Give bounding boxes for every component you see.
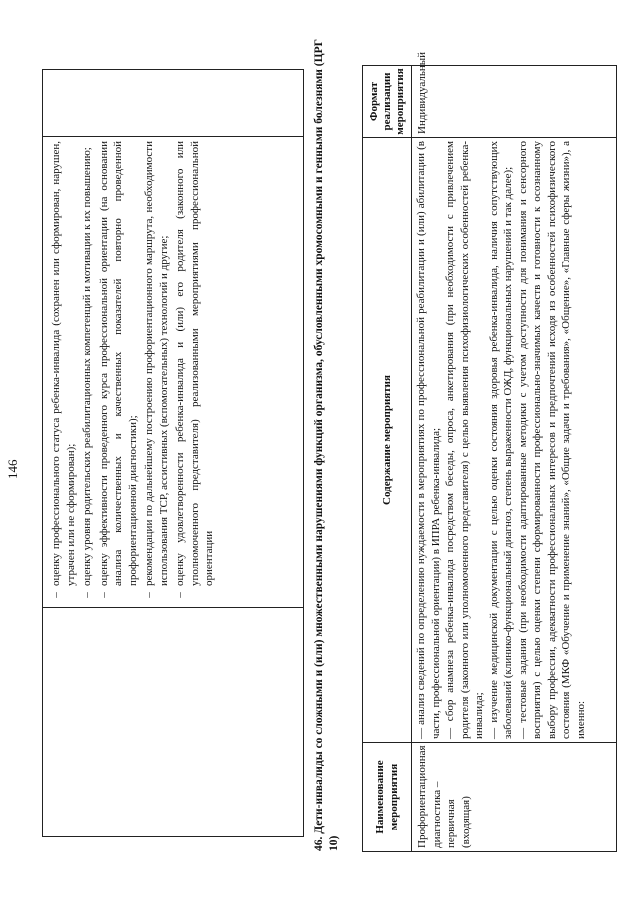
bullet-dash: – xyxy=(81,592,93,598)
list-item-text: оценку уровня родительских реабилитационных компетенций и мотивации к их повышению; xyxy=(81,147,93,586)
header-divider xyxy=(411,66,412,851)
column-divider xyxy=(363,137,616,138)
bullet-dash: – xyxy=(143,592,155,598)
column-divider xyxy=(43,136,303,137)
row-name: Профориентационная диагностика – первичная (входящая) xyxy=(416,745,472,848)
list-item-text: оценку эффективности проведенного курса профессиональной ориентации (на основании анализа количественных и качественных показателей повторно проведенной профориентационной диагностики); xyxy=(97,141,139,586)
content-paragraph: — сбор анамнеза ребенка-инвалида посредством беседы, опроса, анкетирования (при необходимости с привлечением родителя (законного или уполномоченного представителя) с целью выявления психофизиологических особенностей ребенка-инвалида; xyxy=(444,141,485,739)
column-divider xyxy=(363,742,616,743)
column-divider xyxy=(43,607,303,608)
header-content: Содержание мероприятия xyxy=(380,375,393,505)
bullet-dash: – xyxy=(50,592,62,598)
list-item-text: рекомендации по дальнейшему построению профориентационного маршрута, необходимости использования ТСР, ассистивных (вспомогательных) технологий и другие; xyxy=(143,141,170,586)
list-item xyxy=(80,141,95,604)
list-item xyxy=(97,141,141,604)
header-name: Наименование мероприятия xyxy=(373,760,400,834)
row-format: Индивидуальный xyxy=(416,52,428,134)
header-format: Формат реализации мероприятия xyxy=(367,68,406,135)
bullet-dash: – xyxy=(97,592,110,598)
row-content xyxy=(414,141,588,739)
bullet-dash: – xyxy=(174,592,186,598)
page-number: 146 xyxy=(5,459,20,479)
list-item xyxy=(49,141,78,604)
content-paragraph: — тестовые задания (при необходимости адаптированные методики с учетом доступности для понимания и сенсорного восприятия) с целью оценки степени сформированности профессионально-значимых качеств и готовности к осознанному выбору профессии, адекватности профессиональных интересов и предпочтений исходя из особенностей психофизического состояния (МКФ «Обучение и применение знаний», «Общие задачи и требования», «Общение», «Главные сферы жизни»), а именно: xyxy=(516,141,587,739)
content-paragraph: — анализ сведений по определению нуждаемости в мероприятиях по профессиональной реабилитации и (или) абилитации (в части, профессиональной ориентации) в ИПРА ребенка-инвалида; xyxy=(415,141,442,739)
continuation-table xyxy=(42,69,304,837)
list-item xyxy=(173,141,217,604)
measures-table xyxy=(362,52,617,852)
list-item-text: оценку удовлетворенности ребенка-инвалида и (или) его родителя (законного или уполномоченного представителя) реализованными мероприятиями профессиональной ориентации xyxy=(174,141,215,586)
list-item-text: оценку профессионального статуса ребенка-инвалида (сохранен или сформирован, нарушен, утрачен или не сформирован); xyxy=(50,141,77,586)
section-heading: 46. Дети-инвалиды со сложными и (или) множественными нарушениями функций организма, обусловленными хромосомными и генными болезнями (ЦРГ 10) xyxy=(313,39,340,851)
list-item xyxy=(142,141,171,604)
content-paragraph: — изучение медицинской документации с целью оценки состояния здоровья ребенка-инвалида, наличия сопутствующих заболеваний (клинико-функциональный диагноз, степень выраженности ОЖД, функциональных нарушений и так далее); xyxy=(487,141,514,739)
continuation-list xyxy=(49,141,217,604)
